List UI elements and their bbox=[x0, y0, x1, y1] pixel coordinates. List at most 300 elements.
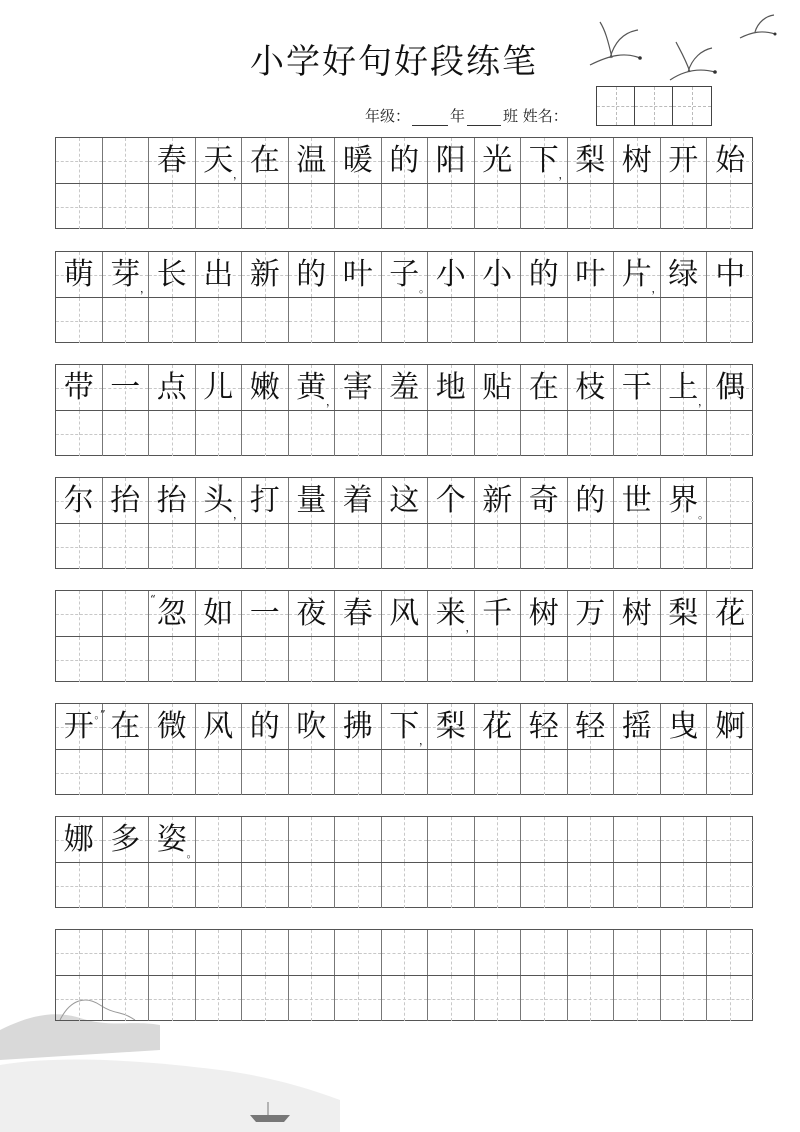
punctuation-mark: ， bbox=[233, 168, 244, 181]
char-cell bbox=[289, 478, 336, 523]
char-cell bbox=[242, 591, 289, 636]
character: 多 bbox=[110, 821, 141, 857]
punctuation-mark: 。 bbox=[698, 508, 709, 521]
blank-cell[interactable] bbox=[149, 524, 196, 569]
blank-cell[interactable] bbox=[475, 750, 522, 795]
character: 在 bbox=[110, 708, 141, 744]
blank-cell[interactable] bbox=[707, 298, 754, 343]
char-cell bbox=[382, 930, 429, 975]
blank-cell[interactable] bbox=[56, 524, 103, 569]
blank-cell[interactable] bbox=[521, 524, 568, 569]
blank-cell[interactable] bbox=[568, 637, 615, 682]
blank-cell[interactable] bbox=[707, 524, 754, 569]
blank-cell[interactable] bbox=[707, 750, 754, 795]
blank-cell[interactable] bbox=[614, 524, 661, 569]
year-label: 年 bbox=[450, 107, 466, 125]
name-box[interactable] bbox=[635, 87, 673, 125]
character: 拂 bbox=[342, 708, 373, 744]
char-cell bbox=[568, 930, 615, 975]
char-cell bbox=[335, 138, 382, 183]
blank-cell[interactable] bbox=[103, 750, 150, 795]
blank-cell[interactable] bbox=[382, 637, 429, 682]
blank-cell[interactable] bbox=[242, 976, 289, 1021]
blank-cell[interactable] bbox=[56, 976, 103, 1021]
character: 偶 bbox=[715, 369, 746, 405]
blank-cell[interactable] bbox=[335, 863, 382, 908]
character: 风 bbox=[203, 708, 234, 744]
blank-cell[interactable] bbox=[56, 750, 103, 795]
blank-cell[interactable] bbox=[242, 184, 289, 229]
blank-cell[interactable] bbox=[103, 298, 150, 343]
char-cell bbox=[289, 704, 336, 749]
character: 这 bbox=[389, 482, 420, 518]
blank-cell[interactable] bbox=[56, 637, 103, 682]
character: 绿 bbox=[668, 256, 699, 292]
blank-cell[interactable] bbox=[661, 298, 708, 343]
blank-cell[interactable] bbox=[103, 976, 150, 1021]
blank-cell[interactable] bbox=[475, 637, 522, 682]
blank-cell[interactable] bbox=[428, 411, 475, 456]
char-cell bbox=[56, 138, 103, 183]
blank-cell[interactable] bbox=[661, 863, 708, 908]
char-cell bbox=[382, 478, 429, 523]
punctuation-mark: ， bbox=[419, 734, 430, 747]
char-cell bbox=[614, 478, 661, 523]
char-cell bbox=[335, 365, 382, 410]
blank-cell[interactable] bbox=[521, 298, 568, 343]
blank-cell[interactable] bbox=[475, 184, 522, 229]
character: 始 bbox=[715, 142, 746, 178]
blank-cell[interactable] bbox=[103, 184, 150, 229]
blank-cell[interactable] bbox=[149, 184, 196, 229]
blank-cell[interactable] bbox=[475, 976, 522, 1021]
character: 下 bbox=[528, 142, 559, 178]
blank-cell[interactable] bbox=[103, 411, 150, 456]
blank-cell[interactable] bbox=[568, 976, 615, 1021]
character: 儿 bbox=[203, 369, 234, 405]
char-cell bbox=[242, 252, 289, 297]
grade-blank[interactable] bbox=[412, 109, 448, 126]
blank-cell[interactable] bbox=[475, 298, 522, 343]
blank-cell[interactable] bbox=[707, 637, 754, 682]
blank-cell[interactable] bbox=[428, 637, 475, 682]
blank-cell[interactable] bbox=[521, 976, 568, 1021]
char-cell bbox=[475, 365, 522, 410]
char-cell bbox=[428, 478, 475, 523]
character: 春 bbox=[342, 595, 373, 631]
character: 枝 bbox=[575, 369, 606, 405]
character: 着 bbox=[342, 482, 373, 518]
char-cell bbox=[196, 138, 243, 183]
character: 一 bbox=[110, 369, 141, 405]
blank-cell[interactable] bbox=[149, 411, 196, 456]
char-cell bbox=[661, 817, 708, 862]
character: 界 bbox=[668, 482, 699, 518]
blank-cell[interactable] bbox=[614, 298, 661, 343]
character: 新 bbox=[482, 482, 513, 518]
practice-row bbox=[56, 524, 752, 569]
blank-cell[interactable] bbox=[382, 524, 429, 569]
blank-cell[interactable] bbox=[103, 637, 150, 682]
blank-cell[interactable] bbox=[242, 411, 289, 456]
blank-cell[interactable] bbox=[149, 976, 196, 1021]
char-cell bbox=[707, 252, 754, 297]
char-cell bbox=[661, 591, 708, 636]
blank-cell[interactable] bbox=[661, 411, 708, 456]
char-cell bbox=[289, 252, 336, 297]
char-cell bbox=[335, 817, 382, 862]
character: 春 bbox=[156, 142, 187, 178]
punctuation-mark: ， bbox=[326, 395, 337, 408]
practice-row bbox=[56, 298, 752, 343]
character: 害 bbox=[342, 369, 373, 405]
blank-cell[interactable] bbox=[428, 524, 475, 569]
grid-block bbox=[55, 364, 753, 456]
blank-cell[interactable] bbox=[475, 524, 522, 569]
blank-cell[interactable] bbox=[196, 750, 243, 795]
char-cell bbox=[475, 252, 522, 297]
blank-cell[interactable] bbox=[382, 411, 429, 456]
blank-cell[interactable] bbox=[521, 184, 568, 229]
char-cell bbox=[521, 478, 568, 523]
blank-cell[interactable] bbox=[382, 750, 429, 795]
blank-cell[interactable] bbox=[568, 298, 615, 343]
char-cell bbox=[568, 365, 615, 410]
char-cell bbox=[242, 478, 289, 523]
char-cell bbox=[661, 704, 708, 749]
blank-cell[interactable] bbox=[614, 637, 661, 682]
char-cell bbox=[382, 704, 429, 749]
char-cell bbox=[707, 478, 754, 523]
char-cell bbox=[56, 252, 103, 297]
blank-cell[interactable] bbox=[568, 184, 615, 229]
char-cell bbox=[196, 478, 243, 523]
blank-cell[interactable] bbox=[475, 411, 522, 456]
char-cell bbox=[428, 252, 475, 297]
blank-cell[interactable] bbox=[707, 184, 754, 229]
character: 天 bbox=[203, 142, 234, 178]
char-cell bbox=[56, 478, 103, 523]
character: 量 bbox=[296, 482, 327, 518]
blank-cell[interactable] bbox=[614, 863, 661, 908]
punctuation-mark: ， bbox=[698, 395, 709, 408]
char-cell bbox=[103, 478, 150, 523]
blank-cell[interactable] bbox=[56, 184, 103, 229]
character: 子 bbox=[389, 256, 420, 292]
character: 千 bbox=[482, 595, 513, 631]
character: 黄 bbox=[296, 369, 327, 405]
punctuation-mark: 。” bbox=[94, 708, 106, 721]
character: 万 bbox=[575, 595, 606, 631]
practice-row bbox=[56, 863, 752, 908]
char-cell bbox=[242, 930, 289, 975]
punctuation-mark: ， bbox=[651, 282, 663, 295]
char-cell bbox=[149, 930, 196, 975]
character: 带 bbox=[63, 369, 94, 405]
blank-cell[interactable] bbox=[196, 298, 243, 343]
grid-block bbox=[55, 251, 753, 343]
character: 头 bbox=[203, 482, 234, 518]
blank-cell[interactable] bbox=[289, 411, 336, 456]
student-info-line bbox=[365, 104, 568, 126]
blank-cell[interactable] bbox=[289, 863, 336, 908]
character: 曳 bbox=[668, 708, 699, 744]
blank-cell[interactable] bbox=[521, 863, 568, 908]
crane-birds-icon bbox=[580, 10, 790, 90]
blank-cell[interactable] bbox=[289, 524, 336, 569]
char-cell bbox=[382, 365, 429, 410]
character: 光 bbox=[482, 142, 513, 178]
character: 上 bbox=[668, 369, 699, 405]
char-cell bbox=[56, 704, 106, 749]
char-cell bbox=[568, 252, 615, 297]
char-cell bbox=[196, 591, 243, 636]
blank-cell[interactable] bbox=[707, 411, 754, 456]
blank-cell[interactable] bbox=[661, 750, 708, 795]
grid-block bbox=[55, 477, 753, 569]
blank-cell[interactable] bbox=[568, 411, 615, 456]
char-cell bbox=[242, 138, 289, 183]
blank-cell[interactable] bbox=[289, 184, 336, 229]
blank-cell[interactable] bbox=[568, 524, 615, 569]
blank-cell[interactable] bbox=[196, 184, 243, 229]
char-cell bbox=[196, 817, 243, 862]
blank-cell[interactable] bbox=[521, 637, 568, 682]
blank-cell[interactable] bbox=[428, 184, 475, 229]
blank-cell[interactable] bbox=[242, 524, 289, 569]
grid-block bbox=[55, 929, 753, 1021]
blank-cell[interactable] bbox=[149, 637, 196, 682]
blank-cell[interactable] bbox=[149, 298, 196, 343]
char-cell bbox=[103, 252, 150, 297]
char-cell bbox=[196, 252, 243, 297]
char-cell bbox=[707, 138, 754, 183]
blank-cell[interactable] bbox=[196, 637, 243, 682]
char-cell bbox=[428, 817, 475, 862]
blank-cell[interactable] bbox=[242, 863, 289, 908]
char-cell bbox=[707, 365, 754, 410]
char-cell bbox=[242, 365, 289, 410]
punctuation-mark: ， bbox=[465, 621, 477, 634]
character: 贴 bbox=[482, 369, 513, 405]
char-cell bbox=[428, 704, 475, 749]
text-row bbox=[56, 930, 752, 976]
char-cell bbox=[661, 252, 708, 297]
char-cell bbox=[428, 591, 475, 636]
blank-cell[interactable] bbox=[103, 863, 150, 908]
character: 的 bbox=[528, 256, 559, 292]
blank-cell[interactable] bbox=[196, 863, 243, 908]
char-cell bbox=[289, 591, 336, 636]
blank-cell[interactable] bbox=[707, 863, 754, 908]
blank-cell[interactable] bbox=[289, 298, 336, 343]
blank-cell[interactable] bbox=[661, 184, 708, 229]
char-cell bbox=[707, 930, 754, 975]
practice-row bbox=[56, 184, 752, 229]
char-cell bbox=[614, 252, 661, 297]
blank-cell[interactable] bbox=[661, 524, 708, 569]
char-cell bbox=[196, 930, 243, 975]
blank-cell[interactable] bbox=[103, 524, 150, 569]
char-cell bbox=[149, 138, 196, 183]
blank-cell[interactable] bbox=[335, 637, 382, 682]
char-cell bbox=[521, 591, 568, 636]
char-cell bbox=[289, 138, 336, 183]
character: 奇 bbox=[528, 482, 559, 518]
character: 暖 bbox=[342, 142, 373, 178]
blank-cell[interactable] bbox=[428, 976, 475, 1021]
character: 芽 bbox=[110, 256, 141, 292]
char-cell bbox=[103, 817, 150, 862]
char-cell bbox=[149, 365, 196, 410]
character: 打 bbox=[249, 482, 280, 518]
character: 吹 bbox=[296, 708, 327, 744]
character: 树 bbox=[528, 595, 559, 631]
character: 开 bbox=[668, 142, 699, 178]
blank-cell[interactable] bbox=[521, 411, 568, 456]
char-cell bbox=[242, 704, 289, 749]
blank-cell[interactable] bbox=[661, 976, 708, 1021]
blank-cell[interactable] bbox=[242, 750, 289, 795]
character: 尔 bbox=[63, 482, 94, 518]
character: 微 bbox=[156, 708, 187, 744]
blank-cell[interactable] bbox=[335, 976, 382, 1021]
blank-cell[interactable] bbox=[614, 976, 661, 1021]
char-cell bbox=[289, 817, 336, 862]
punctuation-mark: 。 bbox=[419, 282, 430, 295]
blank-cell[interactable] bbox=[428, 750, 475, 795]
blank-cell[interactable] bbox=[56, 298, 103, 343]
blank-cell[interactable] bbox=[196, 524, 243, 569]
blank-cell[interactable] bbox=[614, 750, 661, 795]
character: 忽 bbox=[156, 595, 187, 631]
blank-cell[interactable] bbox=[56, 863, 103, 908]
char-cell bbox=[56, 591, 103, 636]
name-boxes[interactable] bbox=[596, 86, 712, 126]
blank-cell[interactable] bbox=[289, 637, 336, 682]
text-row bbox=[56, 478, 752, 524]
char-cell bbox=[614, 138, 661, 183]
character: 如 bbox=[203, 595, 234, 631]
character: 新 bbox=[249, 256, 280, 292]
character: 世 bbox=[621, 482, 652, 518]
name-box[interactable] bbox=[673, 87, 711, 125]
blank-cell[interactable] bbox=[428, 298, 475, 343]
char-cell bbox=[335, 591, 382, 636]
character: 的 bbox=[389, 142, 420, 178]
blank-cell[interactable] bbox=[661, 637, 708, 682]
char-cell bbox=[242, 817, 289, 862]
character: 梨 bbox=[435, 708, 466, 744]
blank-cell[interactable] bbox=[242, 637, 289, 682]
blank-cell[interactable] bbox=[382, 298, 429, 343]
char-cell bbox=[475, 930, 522, 975]
blank-cell[interactable] bbox=[335, 411, 382, 456]
character: 片 bbox=[621, 256, 652, 292]
char-cell bbox=[707, 817, 754, 862]
char-cell bbox=[382, 252, 429, 297]
blank-cell[interactable] bbox=[196, 411, 243, 456]
char-cell bbox=[475, 704, 522, 749]
grid-block bbox=[55, 703, 753, 795]
blank-cell[interactable] bbox=[521, 750, 568, 795]
character: 中 bbox=[715, 256, 746, 292]
blank-cell[interactable] bbox=[382, 184, 429, 229]
character: 树 bbox=[621, 142, 652, 178]
character: 树 bbox=[621, 595, 652, 631]
blank-cell[interactable] bbox=[568, 750, 615, 795]
grid-block bbox=[55, 137, 753, 229]
blank-cell[interactable] bbox=[149, 750, 196, 795]
char-cell bbox=[56, 930, 103, 975]
blank-cell[interactable] bbox=[614, 184, 661, 229]
char-cell bbox=[335, 252, 382, 297]
char-cell bbox=[103, 704, 150, 749]
text-row bbox=[56, 591, 752, 637]
name-box[interactable] bbox=[597, 87, 635, 125]
character: 叶 bbox=[342, 256, 373, 292]
blank-cell[interactable] bbox=[149, 863, 196, 908]
practice-row bbox=[56, 637, 752, 682]
character: 夜 bbox=[296, 595, 327, 631]
char-cell bbox=[56, 365, 103, 410]
char-cell bbox=[382, 138, 429, 183]
character: 干 bbox=[621, 369, 652, 405]
blank-cell[interactable] bbox=[56, 411, 103, 456]
character: 羞 bbox=[389, 369, 420, 405]
blank-cell[interactable] bbox=[335, 524, 382, 569]
character: 的 bbox=[296, 256, 327, 292]
character: 开 bbox=[63, 708, 94, 744]
blank-cell[interactable] bbox=[428, 863, 475, 908]
blank-cell[interactable] bbox=[475, 863, 522, 908]
text-row bbox=[56, 252, 752, 298]
text-row bbox=[56, 704, 752, 750]
char-cell bbox=[335, 930, 382, 975]
punctuation-mark: ， bbox=[140, 282, 151, 295]
char-cell bbox=[149, 817, 196, 862]
blank-cell[interactable] bbox=[289, 976, 336, 1021]
text-row bbox=[56, 365, 752, 411]
character: 的 bbox=[249, 708, 280, 744]
class-blank[interactable] bbox=[467, 109, 501, 126]
blank-cell[interactable] bbox=[614, 411, 661, 456]
character: 下 bbox=[389, 708, 420, 744]
punctuation-mark: ， bbox=[558, 168, 570, 181]
char-cell bbox=[382, 591, 429, 636]
blank-cell[interactable] bbox=[335, 298, 382, 343]
blank-cell[interactable] bbox=[335, 184, 382, 229]
blank-cell[interactable] bbox=[196, 976, 243, 1021]
char-cell bbox=[661, 930, 708, 975]
character: 花 bbox=[715, 595, 746, 631]
char-cell bbox=[614, 365, 661, 410]
blank-cell[interactable] bbox=[568, 863, 615, 908]
blank-cell[interactable] bbox=[382, 976, 429, 1021]
char-cell bbox=[521, 252, 568, 297]
character: 小 bbox=[435, 256, 466, 292]
char-cell bbox=[521, 138, 568, 183]
char-cell bbox=[568, 704, 615, 749]
blank-cell[interactable] bbox=[242, 298, 289, 343]
char-cell bbox=[103, 138, 150, 183]
blank-cell[interactable] bbox=[382, 863, 429, 908]
character: 在 bbox=[249, 142, 280, 178]
blank-cell[interactable] bbox=[707, 976, 754, 1021]
char-cell bbox=[149, 704, 196, 749]
blank-cell[interactable] bbox=[289, 750, 336, 795]
blank-cell[interactable] bbox=[335, 750, 382, 795]
